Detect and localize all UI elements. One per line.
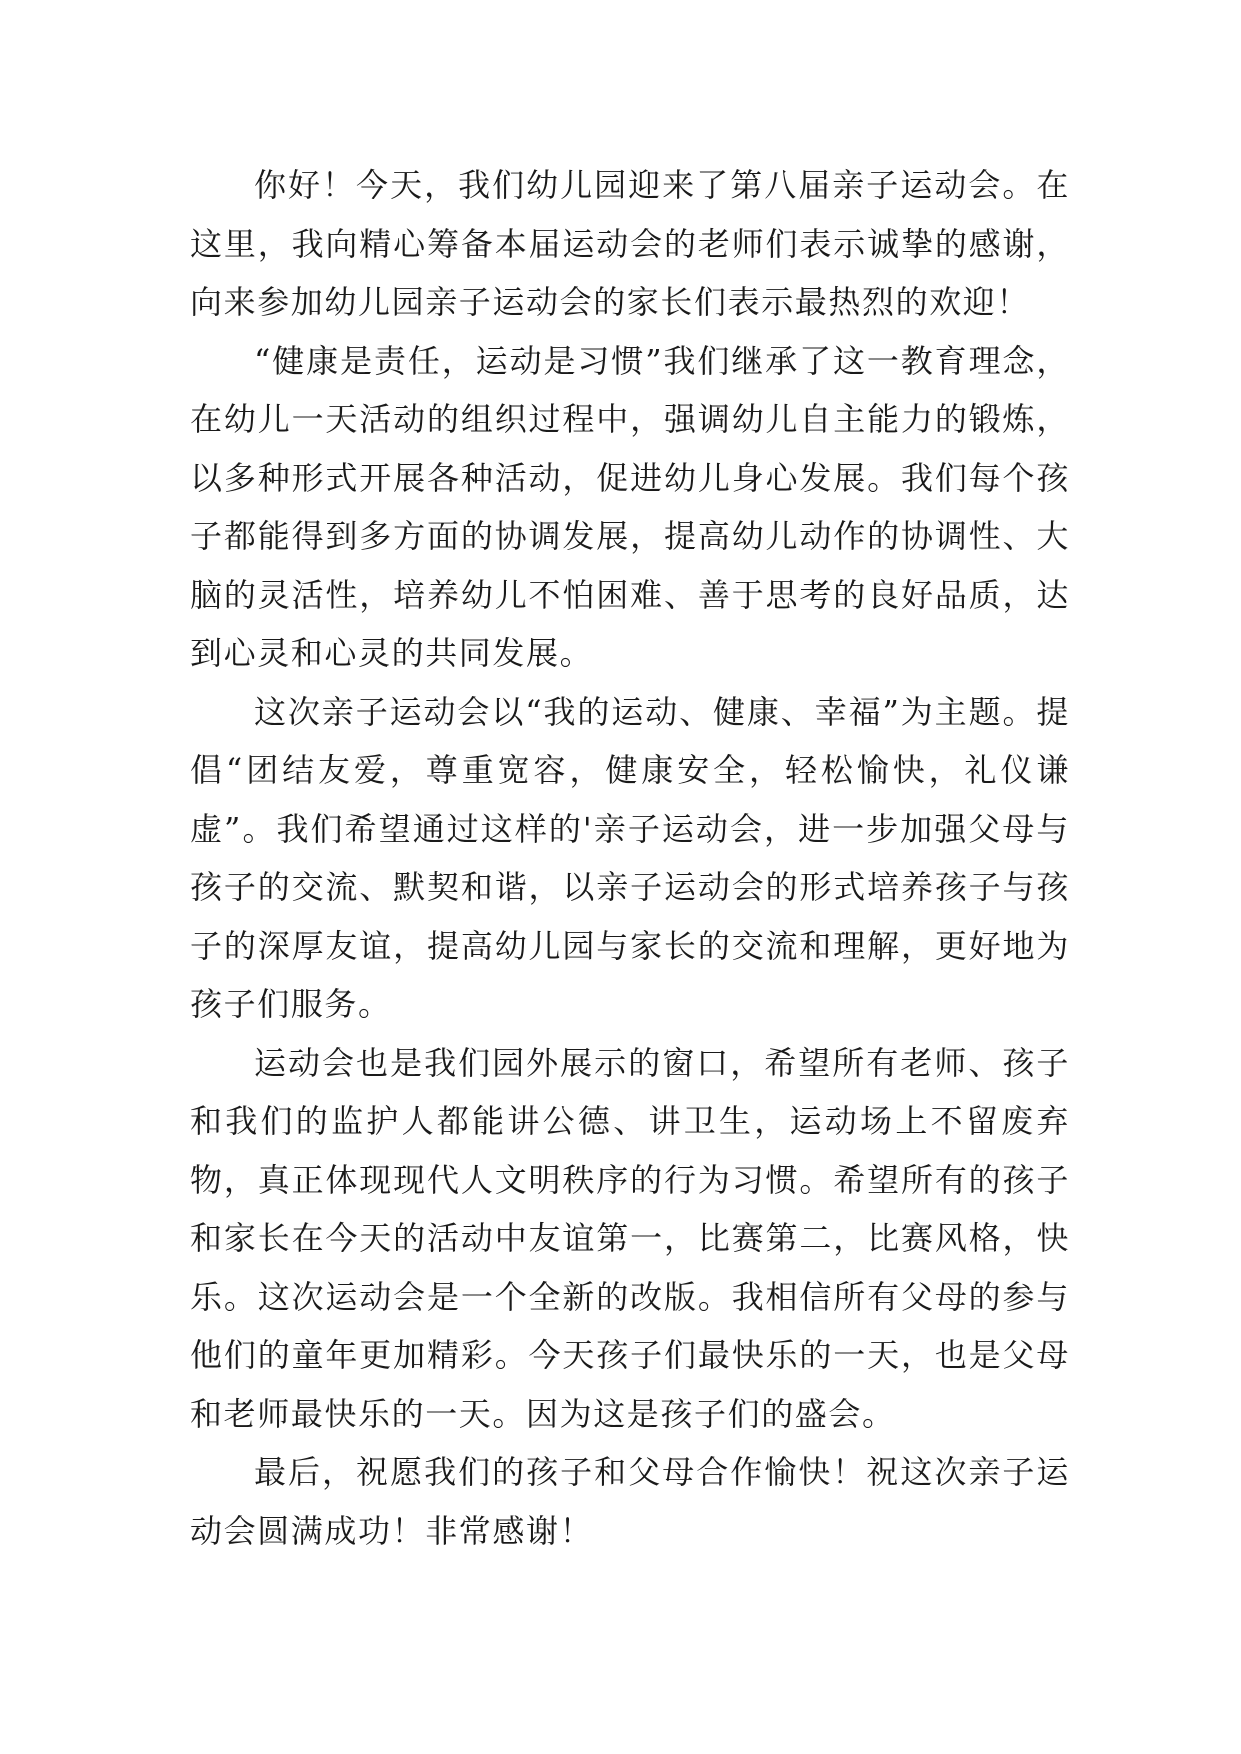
paragraph-philosophy: “健康是责任，运动是习惯”我们继承了这一教育理念，在幼儿一天活动的组织过程中，强调幼儿自主能力的锻炼，以多种形式开展各种活动，促进幼儿身心发展。我们每个孩子都能得到多方面的协调发展，提高幼儿动作的协调性、大脑的灵活性，培养幼儿不怕困难、善于思考的良好品质，达到心灵和心灵的共同发展。 bbox=[190, 341, 1070, 672]
paragraph-closing: 最后，祝愿我们的孩子和父母合作愉快！祝这次亲子运动会圆满成功！非常感谢！ bbox=[190, 1453, 1070, 1550]
paragraph-theme: 这次亲子运动会以“我的运动、健康、幸福”为主题。提倡“团结友爱，尊重宽容，健康安全，轻松愉快，礼仪谦虚”。我们希望通过这样的'亲子运动会，进一步加强父母与孩子的交流、默契和谐，以亲子运动会的形式培养孩子与孩子的深厚友谊，提高幼儿园与家长的交流和理解，更好地为孩子们服务。 bbox=[190, 692, 1070, 1023]
paragraph-greeting: 你好！今天，我们幼儿园迎来了第八届亲子运动会。在这里，我向精心筹备本届运动会的老师们表示诚挚的感谢，向来参加幼儿园亲子运动会的家长们表示最热烈的欢迎！ bbox=[190, 166, 1070, 321]
document-body bbox=[190, 156, 1070, 1560]
paragraph-window: 运动会也是我们园外展示的窗口，希望所有老师、孩子和我们的监护人都能讲公德、讲卫生，运动场上不留废弃物，真正体现现代人文明秩序的行为习惯。希望所有的孩子和家长在今天的活动中友谊第一，比赛第二，比赛风格，快乐。这次运动会是一个全新的改版。我相信所有父母的参与他们的童年更加精彩。今天孩子们最快乐的一天，也是父母和老师最快乐的一天。因为这是孩子们的盛会。 bbox=[190, 1043, 1070, 1433]
